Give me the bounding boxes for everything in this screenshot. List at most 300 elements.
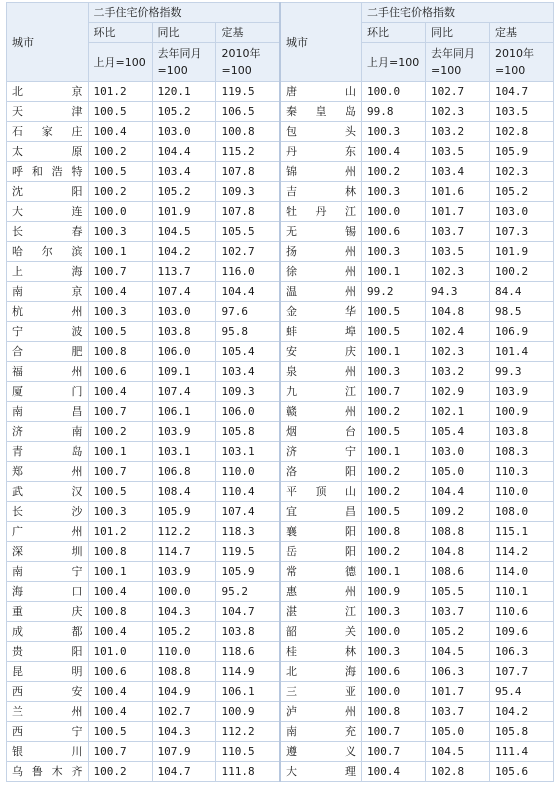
right-yoy-cell: 104.5 [426,642,490,662]
right-base-cell: 110.6 [489,602,553,622]
table-row [7,282,554,302]
right-mom-cell: 100.7 [362,722,426,742]
table-row [7,382,554,402]
right-mom-cell: 100.4 [362,762,426,782]
table-row [7,622,554,642]
left-yoy-cell: 103.9 [152,422,216,442]
table-row [7,122,554,142]
right-yoy-cell: 102.8 [426,762,490,782]
left-yoy-cell: 104.9 [152,682,216,702]
table-row [7,462,554,482]
right-city-cell: 泉州 [280,362,362,382]
right-base-cell: 99.3 [489,362,553,382]
left-yoy-cell: 107.9 [152,742,216,762]
left-base-cell: 116.0 [216,262,280,282]
table-row [7,762,554,782]
left-city-cell: 长沙 [7,502,89,522]
table-row [7,722,554,742]
table-row [7,262,554,282]
right-base-cell: 107.3 [489,222,553,242]
left-base-cell: 107.8 [216,202,280,222]
right-base-cell: 105.6 [489,762,553,782]
left-base-cell: 106.5 [216,102,280,122]
left-yoy-cell: 106.8 [152,462,216,482]
right-mom-cell: 100.5 [362,322,426,342]
left-base-cell: 119.5 [216,542,280,562]
right-yoy-cell: 105.5 [426,582,490,602]
left-base-cell: 111.8 [216,762,280,782]
right-city-cell: 唐山 [280,82,362,102]
right-base-cell: 107.7 [489,662,553,682]
left-mom-cell: 101.2 [88,522,152,542]
yoy-subheader-text: 去年同月=100 [431,47,475,77]
right-mom-cell: 100.9 [362,582,426,602]
left-base-cell: 107.8 [216,162,280,182]
yoy-subheader-text: 去年同月=100 [157,47,202,77]
table-row [7,242,554,262]
right-yoy-cell: 103.7 [426,602,490,622]
table-row [7,702,554,722]
base-subheader-left [216,43,280,82]
table-row [7,602,554,622]
left-city-cell: 西安 [7,682,89,702]
right-mom-cell: 100.2 [362,402,426,422]
table-row [7,502,554,522]
table-row [7,582,554,602]
right-city-cell: 安庆 [280,342,362,362]
left-base-cell: 115.2 [216,142,280,162]
left-base-cell: 105.9 [216,562,280,582]
left-mom-cell: 100.4 [88,122,152,142]
left-yoy-cell: 103.1 [152,442,216,462]
left-city-cell: 上海 [7,262,89,282]
left-mom-cell: 100.8 [88,542,152,562]
left-base-cell: 110.5 [216,742,280,762]
index-group-header-left: 二手住宅价格指数 [88,3,280,23]
left-base-cell: 110.0 [216,462,280,482]
right-yoy-cell: 103.5 [426,142,490,162]
table-row [7,302,554,322]
table-row [7,682,554,702]
mom-subheader-right: 上月=100 [362,43,426,82]
table-row [7,442,554,462]
left-base-cell: 95.2 [216,582,280,602]
right-city-cell: 三亚 [280,682,362,702]
left-yoy-cell: 104.7 [152,762,216,782]
right-city-cell: 南充 [280,722,362,742]
left-yoy-cell: 113.7 [152,262,216,282]
left-mom-cell: 100.5 [88,162,152,182]
left-yoy-cell: 120.1 [152,82,216,102]
left-base-cell: 110.4 [216,482,280,502]
left-mom-cell: 100.4 [88,622,152,642]
right-city-cell: 洛阳 [280,462,362,482]
right-base-cell: 103.5 [489,102,553,122]
right-base-cell: 111.4 [489,742,553,762]
right-yoy-cell: 104.8 [426,542,490,562]
table-row [7,402,554,422]
right-city-cell: 襄阳 [280,522,362,542]
base-subheader-right [489,43,553,82]
left-city-cell: 南宁 [7,562,89,582]
right-mom-cell: 100.1 [362,562,426,582]
table-row [7,162,554,182]
left-base-cell: 100.9 [216,702,280,722]
table-row [7,482,554,502]
left-yoy-cell: 100.0 [152,582,216,602]
left-base-cell: 114.9 [216,662,280,682]
left-mom-cell: 100.3 [88,502,152,522]
left-city-cell: 西宁 [7,722,89,742]
left-mom-cell: 100.0 [88,202,152,222]
table-row [7,522,554,542]
left-yoy-cell: 110.0 [152,642,216,662]
table-body [7,82,554,782]
right-yoy-cell: 102.1 [426,402,490,422]
left-base-cell: 103.8 [216,622,280,642]
left-city-cell: 贵阳 [7,642,89,662]
left-city-cell: 杭州 [7,302,89,322]
left-city-cell: 乌鲁木齐 [7,762,89,782]
left-mom-cell: 100.1 [88,242,152,262]
base-subheader-text: 2010年=100 [221,47,261,77]
right-mom-cell: 100.1 [362,342,426,362]
right-mom-cell: 100.4 [362,142,426,162]
left-base-cell: 95.8 [216,322,280,342]
right-yoy-cell: 102.4 [426,322,490,342]
right-yoy-cell: 103.7 [426,222,490,242]
right-city-cell: 无锡 [280,222,362,242]
right-yoy-cell: 109.2 [426,502,490,522]
left-city-cell: 海口 [7,582,89,602]
right-base-cell: 103.8 [489,422,553,442]
right-city-cell: 惠州 [280,582,362,602]
right-base-cell: 114.2 [489,542,553,562]
right-mom-cell: 100.2 [362,462,426,482]
table-row [7,202,554,222]
right-yoy-cell: 102.3 [426,102,490,122]
mom-header-right: 环比 [362,23,426,43]
right-yoy-cell: 101.7 [426,682,490,702]
left-city-cell: 北京 [7,82,89,102]
right-base-cell: 106.9 [489,322,553,342]
left-base-cell: 102.7 [216,242,280,262]
left-yoy-cell: 104.4 [152,142,216,162]
left-city-cell: 成都 [7,622,89,642]
left-mom-cell: 100.7 [88,262,152,282]
left-mom-cell: 100.6 [88,662,152,682]
right-city-cell: 岳阳 [280,542,362,562]
left-base-cell: 105.8 [216,422,280,442]
right-city-cell: 锦州 [280,162,362,182]
left-city-cell: 哈尔滨 [7,242,89,262]
right-yoy-cell: 103.5 [426,242,490,262]
right-mom-cell: 100.7 [362,742,426,762]
right-mom-cell: 100.2 [362,482,426,502]
left-mom-cell: 100.5 [88,102,152,122]
right-yoy-cell: 103.7 [426,702,490,722]
right-base-cell: 105.2 [489,182,553,202]
yoy-header-right: 同比 [426,23,490,43]
right-yoy-cell: 106.3 [426,662,490,682]
left-mom-cell: 100.2 [88,762,152,782]
right-yoy-cell: 101.7 [426,202,490,222]
right-mom-cell: 100.2 [362,542,426,562]
left-mom-cell: 100.6 [88,362,152,382]
table-row [7,562,554,582]
right-base-cell: 102.3 [489,162,553,182]
table-row [7,642,554,662]
left-city-cell: 青岛 [7,442,89,462]
right-mom-cell: 100.0 [362,682,426,702]
left-base-cell: 104.7 [216,602,280,622]
left-yoy-cell: 103.0 [152,122,216,142]
mom-header-left: 环比 [88,23,152,43]
index-group-header-right: 二手住宅价格指数 [362,3,554,23]
yoy-header-left: 同比 [152,23,216,43]
left-mom-cell: 100.7 [88,742,152,762]
left-city-cell: 兰州 [7,702,89,722]
left-yoy-cell: 104.3 [152,602,216,622]
city-column-header-right: 城市 [280,3,362,82]
right-city-cell: 吉林 [280,182,362,202]
left-base-cell: 103.1 [216,442,280,462]
right-yoy-cell: 104.4 [426,482,490,502]
right-mom-cell: 99.8 [362,102,426,122]
right-base-cell: 110.3 [489,462,553,482]
left-city-cell: 厦门 [7,382,89,402]
left-mom-cell: 100.4 [88,382,152,402]
right-mom-cell: 99.2 [362,282,426,302]
right-yoy-cell: 105.4 [426,422,490,442]
right-yoy-cell: 102.3 [426,342,490,362]
left-city-cell: 长春 [7,222,89,242]
right-mom-cell: 100.5 [362,422,426,442]
left-yoy-cell: 105.2 [152,622,216,642]
right-yoy-cell: 103.0 [426,442,490,462]
right-base-cell: 108.3 [489,442,553,462]
yoy-subheader-right [426,43,490,82]
right-base-cell: 98.5 [489,302,553,322]
price-index-table [6,2,554,782]
left-mom-cell: 100.8 [88,602,152,622]
left-yoy-cell: 102.7 [152,702,216,722]
left-yoy-cell: 103.4 [152,162,216,182]
left-base-cell: 118.6 [216,642,280,662]
right-mom-cell: 100.1 [362,262,426,282]
right-city-cell: 大理 [280,762,362,782]
right-base-cell: 104.7 [489,82,553,102]
right-mom-cell: 100.3 [362,242,426,262]
right-mom-cell: 100.3 [362,122,426,142]
left-base-cell: 100.8 [216,122,280,142]
right-mom-cell: 100.6 [362,222,426,242]
left-base-cell: 107.4 [216,502,280,522]
right-base-cell: 100.9 [489,402,553,422]
right-city-cell: 济宁 [280,442,362,462]
right-base-cell: 114.0 [489,562,553,582]
left-yoy-cell: 105.2 [152,182,216,202]
right-mom-cell: 100.3 [362,182,426,202]
left-city-cell: 呼和浩特 [7,162,89,182]
left-city-cell: 银川 [7,742,89,762]
left-yoy-cell: 108.8 [152,662,216,682]
right-mom-cell: 100.3 [362,602,426,622]
left-base-cell: 97.6 [216,302,280,322]
right-mom-cell: 100.0 [362,622,426,642]
left-mom-cell: 100.1 [88,562,152,582]
left-base-cell: 119.5 [216,82,280,102]
left-mom-cell: 100.4 [88,682,152,702]
right-base-cell: 104.2 [489,702,553,722]
left-yoy-cell: 104.5 [152,222,216,242]
left-yoy-cell: 103.9 [152,562,216,582]
right-yoy-cell: 104.5 [426,742,490,762]
right-city-cell: 遵义 [280,742,362,762]
left-city-cell: 南京 [7,282,89,302]
left-base-cell: 109.3 [216,182,280,202]
left-mom-cell: 100.5 [88,722,152,742]
left-city-cell: 昆明 [7,662,89,682]
table-row [7,542,554,562]
table-row [7,662,554,682]
left-city-cell: 南昌 [7,402,89,422]
right-mom-cell: 100.6 [362,662,426,682]
right-city-cell: 宜昌 [280,502,362,522]
left-base-cell: 106.0 [216,402,280,422]
mom-subheader-left: 上月=100 [88,43,152,82]
right-city-cell: 秦皇岛 [280,102,362,122]
left-yoy-cell: 112.2 [152,522,216,542]
table-row [7,742,554,762]
right-city-cell: 赣州 [280,402,362,422]
left-mom-cell: 100.3 [88,222,152,242]
right-city-cell: 烟台 [280,422,362,442]
right-mom-cell: 100.3 [362,642,426,662]
right-base-cell: 101.9 [489,242,553,262]
right-base-cell: 106.3 [489,642,553,662]
right-yoy-cell: 105.0 [426,722,490,742]
right-base-cell: 95.4 [489,682,553,702]
table-header [7,3,554,82]
right-city-cell: 扬州 [280,242,362,262]
base-header-right: 定基 [489,23,553,43]
left-mom-cell: 100.4 [88,702,152,722]
right-city-cell: 牡丹江 [280,202,362,222]
left-city-cell: 济南 [7,422,89,442]
right-city-cell: 包头 [280,122,362,142]
right-city-cell: 常德 [280,562,362,582]
table-row [7,222,554,242]
right-mom-cell: 100.3 [362,362,426,382]
left-yoy-cell: 105.9 [152,502,216,522]
right-mom-cell: 100.2 [362,162,426,182]
right-city-cell: 温州 [280,282,362,302]
right-yoy-cell: 103.2 [426,122,490,142]
left-city-cell: 沈阳 [7,182,89,202]
right-yoy-cell: 103.4 [426,162,490,182]
table-row [7,342,554,362]
left-yoy-cell: 103.8 [152,322,216,342]
left-mom-cell: 100.2 [88,422,152,442]
right-yoy-cell: 105.2 [426,622,490,642]
right-yoy-cell: 102.3 [426,262,490,282]
right-base-cell: 105.9 [489,142,553,162]
right-city-cell: 平顶山 [280,482,362,502]
right-mom-cell: 100.7 [362,382,426,402]
right-mom-cell: 100.8 [362,702,426,722]
left-base-cell: 106.1 [216,682,280,702]
left-city-cell: 深圳 [7,542,89,562]
left-yoy-cell: 101.9 [152,202,216,222]
right-base-cell: 109.6 [489,622,553,642]
left-yoy-cell: 109.1 [152,362,216,382]
right-city-cell: 韶关 [280,622,362,642]
left-mom-cell: 100.2 [88,182,152,202]
left-base-cell: 104.4 [216,282,280,302]
right-yoy-cell: 102.7 [426,82,490,102]
left-yoy-cell: 106.0 [152,342,216,362]
table-row [7,362,554,382]
right-base-cell: 108.0 [489,502,553,522]
base-header-left: 定基 [216,23,280,43]
table-row [7,142,554,162]
left-mom-cell: 100.1 [88,442,152,462]
right-base-cell: 115.1 [489,522,553,542]
left-yoy-cell: 105.2 [152,102,216,122]
left-city-cell: 重庆 [7,602,89,622]
left-mom-cell: 101.2 [88,82,152,102]
right-base-cell: 103.9 [489,382,553,402]
left-mom-cell: 100.3 [88,302,152,322]
left-yoy-cell: 107.4 [152,282,216,302]
right-base-cell: 105.8 [489,722,553,742]
right-city-cell: 徐州 [280,262,362,282]
left-yoy-cell: 106.1 [152,402,216,422]
right-base-cell: 101.4 [489,342,553,362]
right-yoy-cell: 102.9 [426,382,490,402]
price-index-table-container [6,2,554,782]
base-subheader-text: 2010年=100 [494,47,534,77]
right-city-cell: 泸州 [280,702,362,722]
left-yoy-cell: 104.2 [152,242,216,262]
left-city-cell: 郑州 [7,462,89,482]
left-mom-cell: 101.0 [88,642,152,662]
left-base-cell: 105.5 [216,222,280,242]
left-city-cell: 武汉 [7,482,89,502]
yoy-subheader-left [152,43,216,82]
left-city-cell: 广州 [7,522,89,542]
left-base-cell: 112.2 [216,722,280,742]
left-city-cell: 石家庄 [7,122,89,142]
table-row [7,102,554,122]
left-base-cell: 118.3 [216,522,280,542]
table-row [7,422,554,442]
left-mom-cell: 100.7 [88,462,152,482]
right-base-cell: 102.8 [489,122,553,142]
right-yoy-cell: 103.2 [426,362,490,382]
left-mom-cell: 100.4 [88,582,152,602]
table-row [7,182,554,202]
right-city-cell: 桂林 [280,642,362,662]
city-column-header-left: 城市 [7,3,89,82]
right-city-cell: 丹东 [280,142,362,162]
left-yoy-cell: 107.4 [152,382,216,402]
right-city-cell: 北海 [280,662,362,682]
right-city-cell: 湛江 [280,602,362,622]
right-city-cell: 蚌埠 [280,322,362,342]
left-yoy-cell: 114.7 [152,542,216,562]
